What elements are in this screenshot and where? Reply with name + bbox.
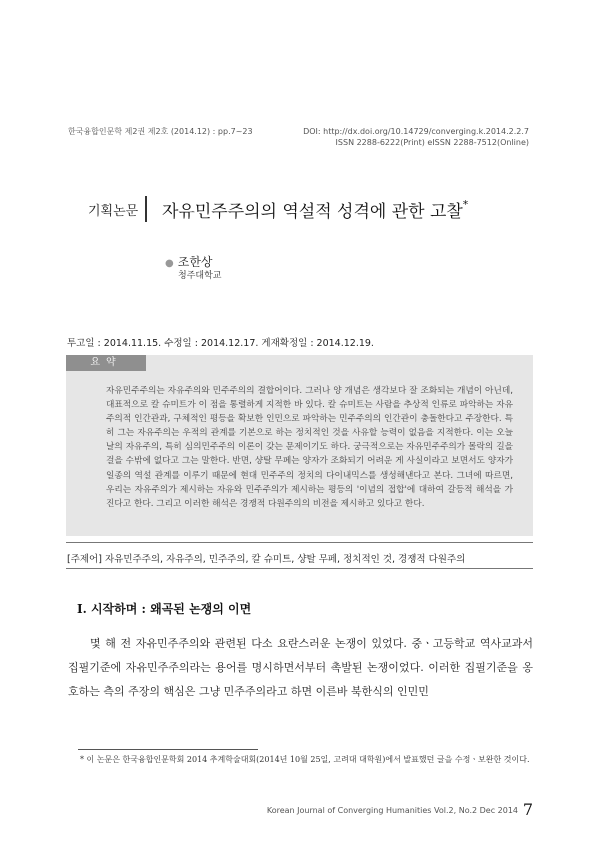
footnote: * 이 논문은 한국융합인문학회 2014 추계학술대회(2014년 10월 25일, 고려대 대학원)에서 발표했던 글을 수정ㆍ보완한 것이다. <box>80 755 530 764</box>
article-title <box>162 197 468 222</box>
section-heading: Ⅰ. 시작하며 : 왜곡된 논쟁의 이면 <box>77 602 252 616</box>
affiliation: 청주대학교 <box>178 271 222 281</box>
keywords-bottom-rule <box>66 568 533 569</box>
title-footnote-mark: * <box>462 198 469 212</box>
page-number: 7 <box>522 800 533 819</box>
footer-journal: Korean Journal of Converging Humanities Vol.2, No.2 Dec 2014 <box>266 806 518 815</box>
body-paragraph: 몇 해 전 자유민주주의와 관련된 다소 요란스러운 논쟁이 있었다. 중ㆍ고등학교 역사교과서 집필기준에 자유민주주의라는 용어를 명시하면서부터 촉발된 논쟁이었다. 이러한 집필기준을 옹호하는 측의 주장의 핵심은 그냥 민주주의라고 하면 이른바 북한식의 인민민 <box>68 637 533 698</box>
category-divider <box>145 196 147 222</box>
article-title-text: 자유민주주의의 역설적 성격에 관한 고찰 <box>162 202 463 222</box>
abstract-label: 요약 <box>66 355 146 371</box>
footnote-rule <box>78 749 258 750</box>
doi-line: DOI: http://dx.doi.org/10.14729/converging.k.2014.2.2.7 <box>303 127 529 136</box>
article-category: 기획논문 <box>88 204 139 219</box>
keywords: [주제어] 자유민주주의, 자유주의, 민주주의, 칼 슈미트, 샹탈 무페, 정치적인 것, 경쟁적 다원주의 <box>67 554 466 565</box>
bullet-icon: ● <box>165 258 174 269</box>
abstract-text: 자유민주주의는 자유주의와 민주주의의 결합어이다. 그러나 양 개념은 생각보다 잘 조화되는 개념이 아닌데, 대표적으로 칼 슈미트가 이 점을 통렬하게 지적한 바 있다. 칼 슈미트는 사람을 추상적 인류로 파악하는 자유주의적 인간관과, 구체적인 평등을 확보한 인민으로 파악하는 민주주의의 인간관이 충돌한다고 주장한다. 특히 그는 자유주의는 우적의 관계를 기본으로 하는 정치적인 것을 사유할 능력이 없음을 지적한다. 이는 오늘날의 자유주의, 특히 심의민주주의 이론이 갖는 문제이기도 하다. 궁극적으로는 자유민주주의가 몰락의 길을 걸을 수밖에 없다고 그는 말한다. 반면, 샹탈 무페는 양자가 조화되기 어려운 게 사실이라고 보면서도 양자가 일종의 역설 관계를 이루기 때문에 현대 민주주의 정치의 다이내믹스를 생성해낸다고 본다. 그녀에 따르면, 우리는 자유주의가 제시하는 자유와 민주주의가 제시하는 평등의 '이념의 접합'에 대하여 갈등적 해석을 가진다고 한다. 그리고 이러한 해석은 경쟁적 다원주의의 비전을 제시하고 있다고 한다. <box>106 386 513 509</box>
submission-dates: 투고일 : 2014.11.15. 수정일 : 2014.12.17. 게재확정일 : 2014.12.19. <box>67 338 374 349</box>
keywords-top-rule <box>66 542 533 543</box>
issn-line: ISSN 2288-6222(Print) eISSN 2288-7512(Online) <box>335 138 529 147</box>
doi-block <box>303 126 529 148</box>
author-name: 조한상 <box>177 255 213 269</box>
journal-citation: 한국융합인문학 제2권 제2호 (2014.12) : pp.7~23 <box>68 127 253 136</box>
